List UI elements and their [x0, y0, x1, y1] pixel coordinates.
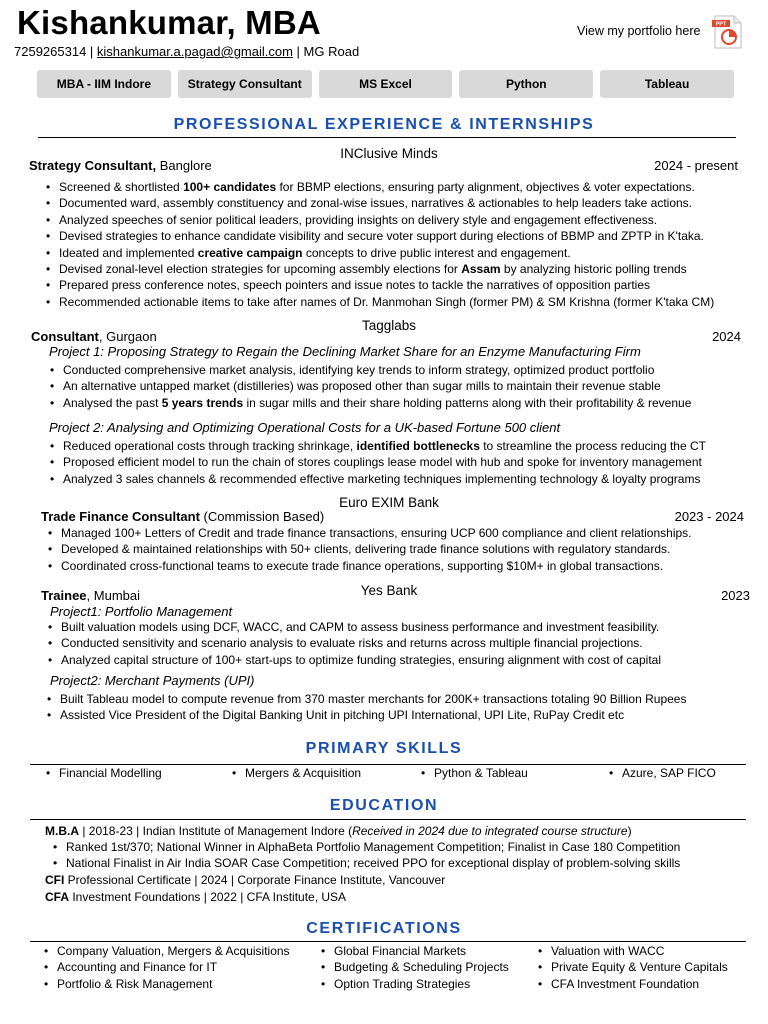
role-date: 2023 - 2024	[674, 509, 744, 524]
bullet-list	[45, 525, 692, 574]
phone: 7259265314	[14, 44, 87, 59]
project-title: Project 2: Analysing and Optimizing Operational Costs for a UK-based Fortune 500 client	[49, 420, 561, 435]
bullet-item: • Option Trading Strategies	[318, 976, 509, 992]
bullet-item: • Budgeting & Scheduling Projects	[318, 959, 509, 975]
location: MG Road	[303, 44, 360, 59]
education-bullets	[50, 839, 680, 872]
cert-column-3	[535, 943, 728, 992]
bullet-item: • Analysed the past 5 years trends in sugar mills and their share holding patterns along with their profitability & revenue	[47, 395, 691, 411]
project-title: Project 1: Proposing Strategy to Regain the Declining Market Share for an Enzyme Manufacturing Firm	[49, 344, 641, 359]
skill-tags	[37, 70, 734, 98]
bullet-item: • Analyzed capital structure of 100+ start-ups to optimize funding strategies, ensuring alignment with cost of capital	[45, 652, 661, 668]
org-yes-bank: Yes Bank	[360, 583, 418, 598]
tag-strategy: Strategy Consultant	[178, 70, 312, 98]
cert-column-2	[318, 943, 509, 992]
skill-item: • Mergers & Acquisition	[229, 766, 418, 780]
skills-row	[43, 766, 716, 780]
bullet-list	[43, 179, 714, 310]
divider	[30, 764, 746, 765]
bullet-item: • Valuation with WACC	[535, 943, 728, 959]
cert-column-1	[41, 943, 290, 992]
bullet-item: • Analyzed speeches of senior political leaders, providing insights on delivery style and engagement effectiveness.	[43, 212, 714, 228]
bullet-item: • Prepared press conference notes, speech pointers and issue notes to tackle the narratives of opposition parties	[43, 277, 714, 293]
org-inclusive-minds: INClusive Minds	[340, 146, 438, 161]
bullet-item: • Devised strategies to enhance candidate visibility and secure voter support during elections of BBMP and ZPTP in K'taka.	[43, 228, 714, 244]
bullet-item: • CFA Investment Foundation	[535, 976, 728, 992]
cfa-line: CFA Investment Foundations | 2022 | CFA Institute, USA	[45, 890, 347, 904]
bullet-item: • Recommended actionable items to take after names of Dr. Manmohan Singh (former PM) & SM Krishna (former K'taka CM)	[43, 294, 714, 310]
bullet-list	[44, 691, 686, 724]
tag-excel: MS Excel	[319, 70, 453, 98]
bullet-list	[47, 438, 706, 487]
email-link[interactable]: kishankumar.a.pagad@gmail.com	[96, 44, 293, 59]
bullet-list	[47, 362, 691, 411]
svg-text:PPT: PPT	[715, 21, 727, 28]
contact-line: 7259265314 | kishankumar.a.pagad@gmail.com | MG Road	[14, 44, 360, 59]
skill-item: • Azure, SAP FICO	[606, 766, 716, 780]
bullet-item: • Company Valuation, Mergers & Acquisitions	[41, 943, 290, 959]
tag-mba: MBA - IIM Indore	[37, 70, 171, 98]
divider	[30, 941, 746, 942]
bullet-item: • Reduced operational costs through tracking shrinkage, identified bottlenecks to streamline the process reducing the CT	[47, 438, 706, 454]
bullet-item: • Ideated and implemented creative campaign concepts to drive public interest and engagement.	[43, 245, 714, 261]
tag-tableau: Tableau	[600, 70, 734, 98]
role-date: 2024 - present	[654, 158, 738, 173]
tag-python: Python	[459, 70, 593, 98]
bullet-item: • Developed & maintained relationships with 50+ clients, delivering trade finance solutions with regulatory standards.	[45, 541, 692, 557]
divider	[38, 137, 736, 138]
bullet-item: • National Finalist in Air India SOAR Case Competition; received PPO for exceptional display of problem-solving skills	[50, 855, 680, 871]
candidate-name: Kishankumar, MBA	[17, 4, 321, 41]
bullet-item: • Ranked 1st/370; National Winner in AlphaBeta Portfolio Management Competition; Finalist in Case 180 Competition	[50, 839, 680, 855]
bullet-item: • Screened & shortlisted 100+ candidates for BBMP elections, ensuring party alignment, objectives & voter expectations.	[43, 179, 714, 195]
bullet-item: • Built Tableau model to compute revenue from 370 master merchants for 200K+ transactions totaling 90 Billion Rupees	[44, 691, 686, 707]
skills-heading: PRIMARY SKILLS	[305, 740, 463, 757]
portfolio-label: View my portfolio here	[577, 24, 701, 38]
org-tagglabs: Tagglabs	[361, 318, 417, 333]
role-date: 2024	[712, 329, 741, 344]
role-date: 2023	[721, 588, 750, 603]
bullet-item: • Assisted Vice President of the Digital Banking Unit in pitching UPI International, UPI Lite, RuPay Credit etc	[44, 707, 686, 723]
bullet-item: • Coordinated cross-functional teams to execute trade finance operations, supporting $10M+ in global transactions.	[45, 558, 692, 574]
bullet-item: • Managed 100+ Letters of Credit and trade finance transactions, ensuring UCP 600 compliance and client relationships.	[45, 525, 692, 541]
bullet-item: • Conducted comprehensive market analysis, identifying key trends to inform strategy, optimized product portfolio	[47, 362, 691, 378]
ppt-file-icon[interactable]	[711, 15, 745, 49]
experience-heading: PROFESSIONAL EXPERIENCE & INTERNSHIPS	[173, 116, 595, 133]
bullet-item: • Accounting and Finance for IT	[41, 959, 290, 975]
bullet-item: • Proposed efficient model to run the chain of stores couplings lease model with hub and spoke for inventory management	[47, 454, 706, 470]
project-title: Project2: Merchant Payments (UPI)	[50, 673, 255, 688]
bullet-item: • Built valuation models using DCF, WACC, and CAPM to assess business performance and investment feasibility.	[45, 619, 661, 635]
role-title: Trainee, Mumbai	[41, 588, 140, 603]
divider	[30, 819, 746, 820]
bullet-item: • Conducted sensitivity and scenario analysis to evaluate risks and returns across multiple financial projections.	[45, 635, 661, 651]
role-title: Strategy Consultant, Banglore	[29, 158, 212, 173]
project-title: Project1: Portfolio Management	[50, 604, 233, 619]
bullet-item: • Devised zonal-level election strategies for upcoming assembly elections for Assam by analyzing historic polling trends	[43, 261, 714, 277]
bullet-item: • Documented ward, assembly constituency and zonal-wise issues, narratives & actionables to help leaders take actions.	[43, 195, 714, 211]
mba-line: M.B.A | 2018-23 | Indian Institute of Management Indore (Received in 2024 due to integrated course structure)	[45, 824, 632, 838]
bullet-item: • Analyzed 3 sales channels & recommended effective marketing techniques implementing technology & loyalty programs	[47, 471, 706, 487]
role-title: Trade Finance Consultant (Commission Based)	[41, 509, 325, 524]
bullet-list	[45, 619, 661, 668]
bullet-item: • Global Financial Markets	[318, 943, 509, 959]
certifications-heading: CERTIFICATIONS	[306, 920, 462, 937]
cfi-line: CFI Professional Certificate | 2024 | Corporate Finance Institute, Vancouver	[45, 873, 446, 887]
role-title: Consultant, Gurgaon	[31, 329, 157, 344]
skill-item: • Python & Tableau	[418, 766, 606, 780]
org-euro-exim: Euro EXIM Bank	[339, 495, 439, 510]
bullet-item: • Private Equity & Venture Capitals	[535, 959, 728, 975]
bullet-item: • Portfolio & Risk Management	[41, 976, 290, 992]
education-heading: EDUCATION	[329, 797, 439, 814]
bullet-item: • An alternative untapped market (distilleries) was proposed other than sugar mills to maintain their revenue stable	[47, 378, 691, 394]
skill-item: • Financial Modelling	[43, 766, 229, 780]
